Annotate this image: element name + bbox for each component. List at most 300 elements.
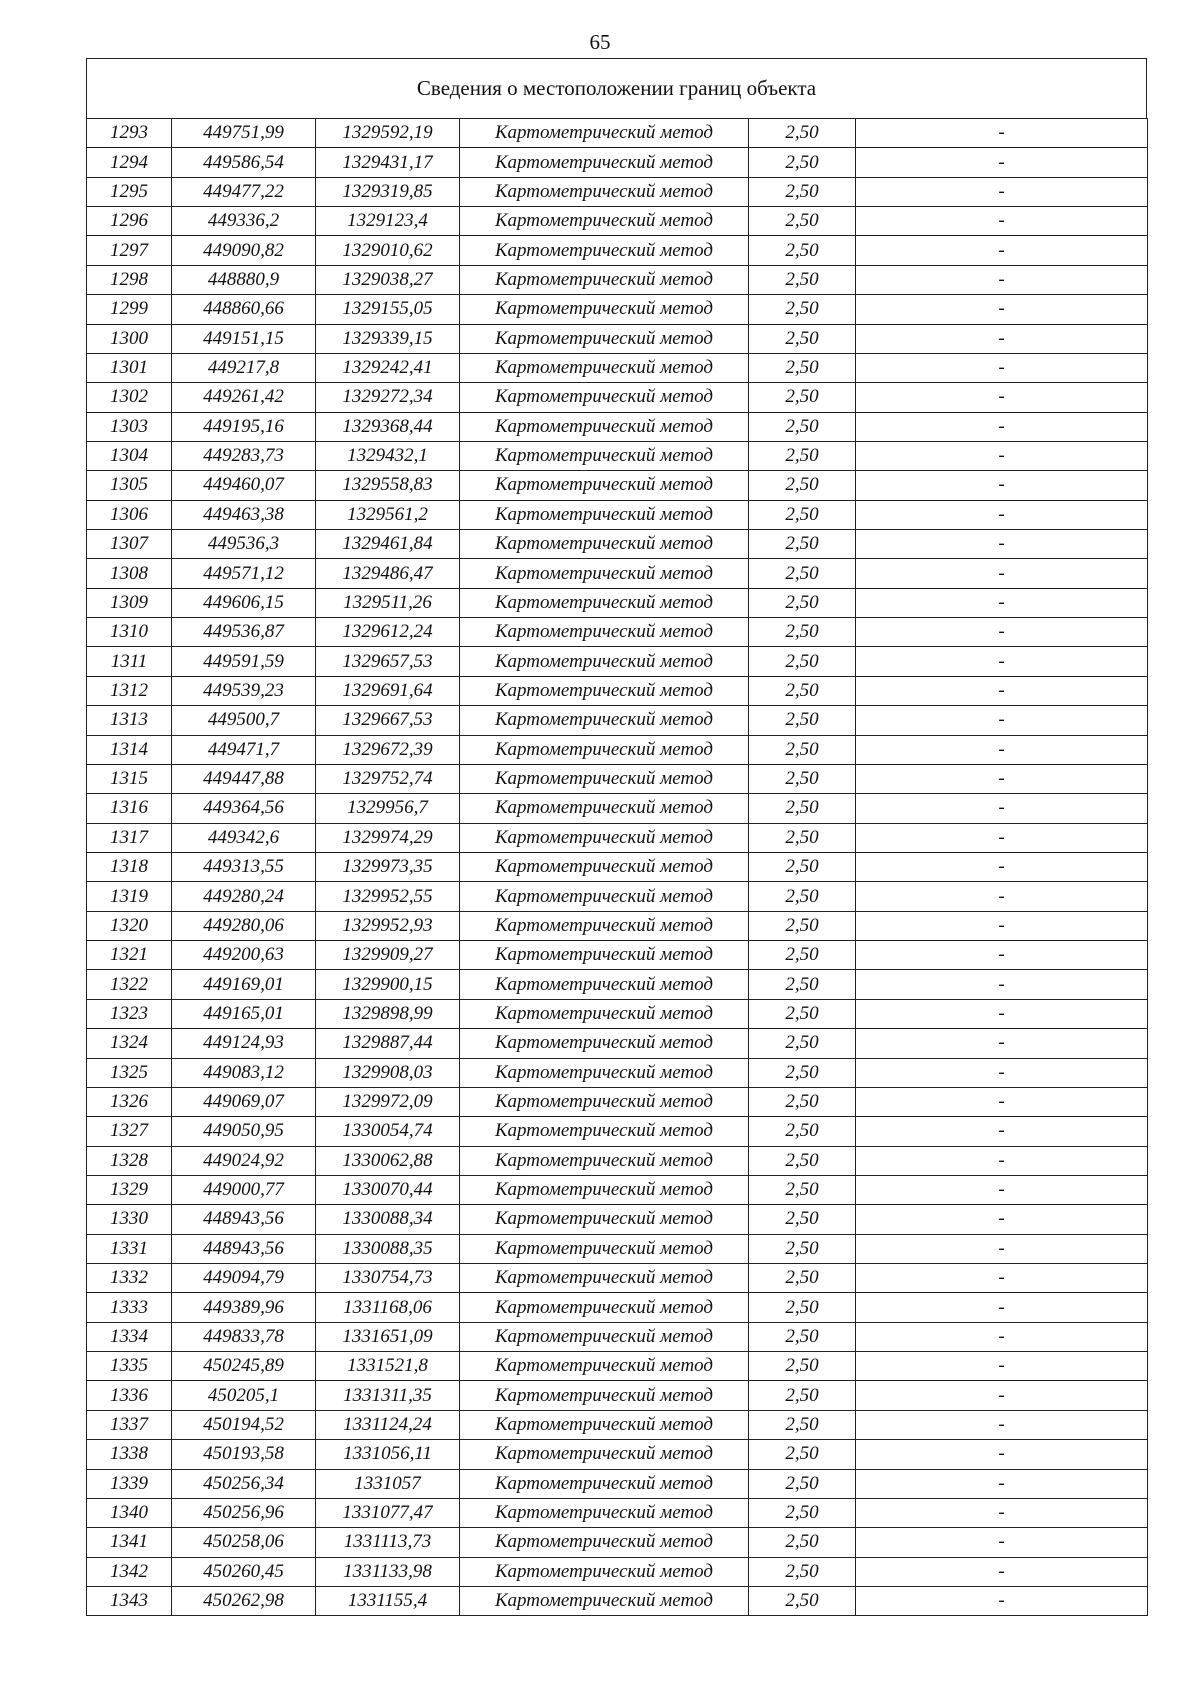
table-row: [87, 295, 1148, 324]
x-coordinate-cell: 449069,07: [172, 1087, 316, 1116]
accuracy-cell: 2,50: [749, 1146, 856, 1175]
point-number-cell: 1294: [87, 148, 172, 177]
method-cell: Картометрический метод: [460, 353, 749, 382]
point-number-cell: 1339: [87, 1469, 172, 1498]
description-cell: -: [856, 383, 1148, 412]
table-row: [87, 148, 1148, 177]
point-number-cell: 1315: [87, 764, 172, 793]
accuracy-cell: 2,50: [749, 911, 856, 940]
description-cell: -: [856, 471, 1148, 500]
description-cell: -: [856, 794, 1148, 823]
description-cell: -: [856, 764, 1148, 793]
description-cell: -: [856, 295, 1148, 324]
description-cell: -: [856, 441, 1148, 470]
y-coordinate-cell: 1329956,7: [316, 794, 460, 823]
method-cell: Картометрический метод: [460, 735, 749, 764]
table-row: [87, 706, 1148, 735]
x-coordinate-cell: 449539,23: [172, 676, 316, 705]
accuracy-cell: 2,50: [749, 852, 856, 881]
method-cell: Картометрический метод: [460, 764, 749, 793]
accuracy-cell: 2,50: [749, 383, 856, 412]
description-cell: -: [856, 647, 1148, 676]
y-coordinate-cell: 1329667,53: [316, 706, 460, 735]
y-coordinate-cell: 1331168,06: [316, 1293, 460, 1322]
point-number-cell: 1299: [87, 295, 172, 324]
point-number-cell: 1311: [87, 647, 172, 676]
table-row: [87, 1586, 1148, 1615]
point-number-cell: 1337: [87, 1410, 172, 1439]
accuracy-cell: 2,50: [749, 1234, 856, 1263]
point-number-cell: 1293: [87, 119, 172, 148]
method-cell: Картометрический метод: [460, 1322, 749, 1351]
description-cell: -: [856, 1234, 1148, 1263]
description-cell: -: [856, 1586, 1148, 1615]
method-cell: Картометрический метод: [460, 1498, 749, 1527]
table-row: [87, 1381, 1148, 1410]
y-coordinate-cell: 1331124,24: [316, 1410, 460, 1439]
x-coordinate-cell: 449500,7: [172, 706, 316, 735]
point-number-cell: 1309: [87, 588, 172, 617]
point-number-cell: 1305: [87, 471, 172, 500]
table-row: [87, 1352, 1148, 1381]
y-coordinate-cell: 1329908,03: [316, 1058, 460, 1087]
description-cell: -: [856, 412, 1148, 441]
accuracy-cell: 2,50: [749, 1381, 856, 1410]
x-coordinate-cell: 449447,88: [172, 764, 316, 793]
description-cell: -: [856, 1557, 1148, 1586]
point-number-cell: 1333: [87, 1293, 172, 1322]
table-row: [87, 882, 1148, 911]
description-cell: -: [856, 1293, 1148, 1322]
x-coordinate-cell: 449342,6: [172, 823, 316, 852]
accuracy-cell: 2,50: [749, 999, 856, 1028]
description-cell: -: [856, 588, 1148, 617]
accuracy-cell: 2,50: [749, 119, 856, 148]
description-cell: -: [856, 500, 1148, 529]
table-row: [87, 383, 1148, 412]
method-cell: Картометрический метод: [460, 647, 749, 676]
x-coordinate-cell: 450256,96: [172, 1498, 316, 1527]
point-number-cell: 1314: [87, 735, 172, 764]
table-row: [87, 1322, 1148, 1351]
table-row: [87, 559, 1148, 588]
description-cell: -: [856, 735, 1148, 764]
table-row: [87, 1410, 1148, 1439]
description-cell: -: [856, 1058, 1148, 1087]
y-coordinate-cell: 1329558,83: [316, 471, 460, 500]
point-number-cell: 1343: [87, 1586, 172, 1615]
accuracy-cell: 2,50: [749, 441, 856, 470]
method-cell: Картометрический метод: [460, 794, 749, 823]
description-cell: -: [856, 1440, 1148, 1469]
accuracy-cell: 2,50: [749, 823, 856, 852]
point-number-cell: 1329: [87, 1175, 172, 1204]
y-coordinate-cell: 1329909,27: [316, 941, 460, 970]
point-number-cell: 1310: [87, 618, 172, 647]
point-number-cell: 1321: [87, 941, 172, 970]
table-row: [87, 353, 1148, 382]
method-cell: Картометрический метод: [460, 999, 749, 1028]
accuracy-cell: 2,50: [749, 1352, 856, 1381]
method-cell: Картометрический метод: [460, 882, 749, 911]
x-coordinate-cell: 449336,2: [172, 207, 316, 236]
x-coordinate-cell: 450205,1: [172, 1381, 316, 1410]
description-cell: -: [856, 1410, 1148, 1439]
x-coordinate-cell: 449606,15: [172, 588, 316, 617]
description-cell: -: [856, 1498, 1148, 1527]
x-coordinate-cell: 449477,22: [172, 177, 316, 206]
boundary-coordinates-table: [86, 118, 1148, 1616]
y-coordinate-cell: 1329368,44: [316, 412, 460, 441]
accuracy-cell: 2,50: [749, 1029, 856, 1058]
table-row: [87, 1146, 1148, 1175]
y-coordinate-cell: 1329511,26: [316, 588, 460, 617]
y-coordinate-cell: 1329952,93: [316, 911, 460, 940]
point-number-cell: 1325: [87, 1058, 172, 1087]
x-coordinate-cell: 449536,87: [172, 618, 316, 647]
method-cell: Картометрический метод: [460, 1352, 749, 1381]
x-coordinate-cell: 449124,93: [172, 1029, 316, 1058]
accuracy-cell: 2,50: [749, 500, 856, 529]
y-coordinate-cell: 1329010,62: [316, 236, 460, 265]
point-number-cell: 1334: [87, 1322, 172, 1351]
y-coordinate-cell: 1329612,24: [316, 618, 460, 647]
table-row: [87, 1058, 1148, 1087]
point-number-cell: 1317: [87, 823, 172, 852]
accuracy-cell: 2,50: [749, 1586, 856, 1615]
accuracy-cell: 2,50: [749, 882, 856, 911]
method-cell: Картометрический метод: [460, 852, 749, 881]
table-row: [87, 500, 1148, 529]
accuracy-cell: 2,50: [749, 295, 856, 324]
table-row: [87, 1087, 1148, 1116]
method-cell: Картометрический метод: [460, 1410, 749, 1439]
point-number-cell: 1308: [87, 559, 172, 588]
method-cell: Картометрический метод: [460, 236, 749, 265]
point-number-cell: 1298: [87, 265, 172, 294]
table-row: [87, 471, 1148, 500]
table-row: [87, 588, 1148, 617]
method-cell: Картометрический метод: [460, 500, 749, 529]
description-cell: -: [856, 265, 1148, 294]
table-row: [87, 676, 1148, 705]
table-row: [87, 735, 1148, 764]
method-cell: Картометрический метод: [460, 1381, 749, 1410]
y-coordinate-cell: 1329974,29: [316, 823, 460, 852]
accuracy-cell: 2,50: [749, 1087, 856, 1116]
method-cell: Картометрический метод: [460, 823, 749, 852]
y-coordinate-cell: 1329691,64: [316, 676, 460, 705]
y-coordinate-cell: 1329952,55: [316, 882, 460, 911]
y-coordinate-cell: 1331057: [316, 1469, 460, 1498]
method-cell: Картометрический метод: [460, 1293, 749, 1322]
method-cell: Картометрический метод: [460, 471, 749, 500]
accuracy-cell: 2,50: [749, 735, 856, 764]
description-cell: -: [856, 941, 1148, 970]
point-number-cell: 1322: [87, 970, 172, 999]
x-coordinate-cell: 450258,06: [172, 1528, 316, 1557]
table-row: [87, 412, 1148, 441]
x-coordinate-cell: 448943,56: [172, 1205, 316, 1234]
table-row: [87, 236, 1148, 265]
x-coordinate-cell: 448880,9: [172, 265, 316, 294]
x-coordinate-cell: 449169,01: [172, 970, 316, 999]
description-cell: -: [856, 1381, 1148, 1410]
y-coordinate-cell: 1329900,15: [316, 970, 460, 999]
accuracy-cell: 2,50: [749, 1058, 856, 1087]
point-number-cell: 1340: [87, 1498, 172, 1527]
method-cell: Картометрический метод: [460, 383, 749, 412]
point-number-cell: 1327: [87, 1117, 172, 1146]
accuracy-cell: 2,50: [749, 236, 856, 265]
method-cell: Картометрический метод: [460, 970, 749, 999]
description-cell: -: [856, 530, 1148, 559]
table-row: [87, 207, 1148, 236]
description-cell: -: [856, 1117, 1148, 1146]
description-cell: -: [856, 1087, 1148, 1116]
x-coordinate-cell: 449591,59: [172, 647, 316, 676]
method-cell: Картометрический метод: [460, 265, 749, 294]
accuracy-cell: 2,50: [749, 1498, 856, 1527]
method-cell: Картометрический метод: [460, 1469, 749, 1498]
method-cell: Картометрический метод: [460, 148, 749, 177]
table-row: [87, 1175, 1148, 1204]
accuracy-cell: 2,50: [749, 471, 856, 500]
table-row: [87, 999, 1148, 1028]
method-cell: Картометрический метод: [460, 1175, 749, 1204]
y-coordinate-cell: 1330062,88: [316, 1146, 460, 1175]
x-coordinate-cell: 449217,8: [172, 353, 316, 382]
x-coordinate-cell: 450193,58: [172, 1440, 316, 1469]
table-body: [87, 119, 1148, 1616]
accuracy-cell: 2,50: [749, 794, 856, 823]
description-cell: -: [856, 207, 1148, 236]
y-coordinate-cell: 1329887,44: [316, 1029, 460, 1058]
x-coordinate-cell: 449090,82: [172, 236, 316, 265]
description-cell: -: [856, 676, 1148, 705]
accuracy-cell: 2,50: [749, 324, 856, 353]
accuracy-cell: 2,50: [749, 530, 856, 559]
table-row: [87, 1469, 1148, 1498]
description-cell: -: [856, 823, 1148, 852]
method-cell: Картометрический метод: [460, 1234, 749, 1263]
y-coordinate-cell: 1329672,39: [316, 735, 460, 764]
method-cell: Картометрический метод: [460, 588, 749, 617]
x-coordinate-cell: 450245,89: [172, 1352, 316, 1381]
method-cell: Картометрический метод: [460, 441, 749, 470]
x-coordinate-cell: 449000,77: [172, 1175, 316, 1204]
description-cell: -: [856, 1322, 1148, 1351]
method-cell: Картометрический метод: [460, 676, 749, 705]
table-title: Сведения о местоположении границ объекта: [86, 58, 1147, 118]
method-cell: Картометрический метод: [460, 1087, 749, 1116]
table-row: [87, 1293, 1148, 1322]
description-cell: -: [856, 324, 1148, 353]
x-coordinate-cell: 449261,42: [172, 383, 316, 412]
x-coordinate-cell: 448860,66: [172, 295, 316, 324]
y-coordinate-cell: 1330070,44: [316, 1175, 460, 1204]
table-row: [87, 441, 1148, 470]
accuracy-cell: 2,50: [749, 1264, 856, 1293]
x-coordinate-cell: 449151,15: [172, 324, 316, 353]
accuracy-cell: 2,50: [749, 353, 856, 382]
point-number-cell: 1328: [87, 1146, 172, 1175]
x-coordinate-cell: 450256,34: [172, 1469, 316, 1498]
x-coordinate-cell: 448943,56: [172, 1234, 316, 1263]
accuracy-cell: 2,50: [749, 1322, 856, 1351]
method-cell: Картометрический метод: [460, 1146, 749, 1175]
page-number: 65: [589, 30, 611, 54]
accuracy-cell: 2,50: [749, 706, 856, 735]
table-row: [87, 1117, 1148, 1146]
accuracy-cell: 2,50: [749, 1175, 856, 1204]
description-cell: -: [856, 1205, 1148, 1234]
point-number-cell: 1307: [87, 530, 172, 559]
x-coordinate-cell: 449313,55: [172, 852, 316, 881]
method-cell: Картометрический метод: [460, 706, 749, 735]
description-cell: -: [856, 1146, 1148, 1175]
x-coordinate-cell: 449586,54: [172, 148, 316, 177]
description-cell: -: [856, 353, 1148, 382]
table-row: [87, 647, 1148, 676]
table-row: [87, 823, 1148, 852]
point-number-cell: 1316: [87, 794, 172, 823]
accuracy-cell: 2,50: [749, 676, 856, 705]
y-coordinate-cell: 1329486,47: [316, 559, 460, 588]
table-row: [87, 911, 1148, 940]
point-number-cell: 1318: [87, 852, 172, 881]
y-coordinate-cell: 1329432,1: [316, 441, 460, 470]
point-number-cell: 1338: [87, 1440, 172, 1469]
table-row: [87, 1498, 1148, 1527]
x-coordinate-cell: 449463,38: [172, 500, 316, 529]
y-coordinate-cell: 1329973,35: [316, 852, 460, 881]
description-cell: -: [856, 882, 1148, 911]
description-cell: -: [856, 559, 1148, 588]
x-coordinate-cell: 449471,7: [172, 735, 316, 764]
x-coordinate-cell: 449050,95: [172, 1117, 316, 1146]
x-coordinate-cell: 449536,3: [172, 530, 316, 559]
table-row: [87, 265, 1148, 294]
accuracy-cell: 2,50: [749, 1293, 856, 1322]
y-coordinate-cell: 1330054,74: [316, 1117, 460, 1146]
table-row: [87, 1029, 1148, 1058]
point-number-cell: 1295: [87, 177, 172, 206]
method-cell: Картометрический метод: [460, 177, 749, 206]
accuracy-cell: 2,50: [749, 588, 856, 617]
point-number-cell: 1313: [87, 706, 172, 735]
y-coordinate-cell: 1329461,84: [316, 530, 460, 559]
y-coordinate-cell: 1330088,34: [316, 1205, 460, 1234]
y-coordinate-cell: 1331651,09: [316, 1322, 460, 1351]
point-number-cell: 1336: [87, 1381, 172, 1410]
description-cell: -: [856, 148, 1148, 177]
point-number-cell: 1303: [87, 412, 172, 441]
method-cell: Картометрический метод: [460, 559, 749, 588]
x-coordinate-cell: 449165,01: [172, 999, 316, 1028]
method-cell: Картометрический метод: [460, 207, 749, 236]
x-coordinate-cell: 450194,52: [172, 1410, 316, 1439]
x-coordinate-cell: 449833,78: [172, 1322, 316, 1351]
x-coordinate-cell: 449389,96: [172, 1293, 316, 1322]
accuracy-cell: 2,50: [749, 1410, 856, 1439]
description-cell: -: [856, 911, 1148, 940]
point-number-cell: 1342: [87, 1557, 172, 1586]
point-number-cell: 1326: [87, 1087, 172, 1116]
description-cell: -: [856, 236, 1148, 265]
x-coordinate-cell: 449283,73: [172, 441, 316, 470]
y-coordinate-cell: 1331113,73: [316, 1528, 460, 1557]
method-cell: Картометрический метод: [460, 295, 749, 324]
y-coordinate-cell: 1329898,99: [316, 999, 460, 1028]
table-row: [87, 970, 1148, 999]
description-cell: -: [856, 1352, 1148, 1381]
accuracy-cell: 2,50: [749, 1528, 856, 1557]
x-coordinate-cell: 449200,63: [172, 941, 316, 970]
table-row: [87, 530, 1148, 559]
accuracy-cell: 2,50: [749, 559, 856, 588]
table-row: [87, 1557, 1148, 1586]
point-number-cell: 1324: [87, 1029, 172, 1058]
point-number-cell: 1304: [87, 441, 172, 470]
x-coordinate-cell: 449751,99: [172, 119, 316, 148]
method-cell: Картометрический метод: [460, 941, 749, 970]
y-coordinate-cell: 1329272,34: [316, 383, 460, 412]
x-coordinate-cell: 449280,24: [172, 882, 316, 911]
method-cell: Картометрический метод: [460, 1440, 749, 1469]
point-number-cell: 1341: [87, 1528, 172, 1557]
description-cell: -: [856, 1469, 1148, 1498]
description-cell: -: [856, 1029, 1148, 1058]
x-coordinate-cell: 449195,16: [172, 412, 316, 441]
y-coordinate-cell: 1331077,47: [316, 1498, 460, 1527]
table-row: [87, 1234, 1148, 1263]
point-number-cell: 1301: [87, 353, 172, 382]
table-row: [87, 1440, 1148, 1469]
point-number-cell: 1297: [87, 236, 172, 265]
y-coordinate-cell: 1329155,05: [316, 295, 460, 324]
description-cell: -: [856, 999, 1148, 1028]
table-row: [87, 1205, 1148, 1234]
method-cell: Картометрический метод: [460, 1264, 749, 1293]
accuracy-cell: 2,50: [749, 1205, 856, 1234]
method-cell: Картометрический метод: [460, 1528, 749, 1557]
y-coordinate-cell: 1329038,27: [316, 265, 460, 294]
y-coordinate-cell: 1329752,74: [316, 764, 460, 793]
description-cell: -: [856, 852, 1148, 881]
table-row: [87, 794, 1148, 823]
description-cell: -: [856, 970, 1148, 999]
method-cell: Картометрический метод: [460, 1058, 749, 1087]
method-cell: Картометрический метод: [460, 911, 749, 940]
point-number-cell: 1331: [87, 1234, 172, 1263]
y-coordinate-cell: 1329339,15: [316, 324, 460, 353]
accuracy-cell: 2,50: [749, 148, 856, 177]
accuracy-cell: 2,50: [749, 764, 856, 793]
method-cell: Картометрический метод: [460, 1557, 749, 1586]
table-row: [87, 177, 1148, 206]
table-row: [87, 852, 1148, 881]
description-cell: -: [856, 119, 1148, 148]
point-number-cell: 1296: [87, 207, 172, 236]
accuracy-cell: 2,50: [749, 1557, 856, 1586]
y-coordinate-cell: 1331521,8: [316, 1352, 460, 1381]
point-number-cell: 1319: [87, 882, 172, 911]
description-cell: -: [856, 1528, 1148, 1557]
x-coordinate-cell: 449024,92: [172, 1146, 316, 1175]
method-cell: Картометрический метод: [460, 412, 749, 441]
x-coordinate-cell: 450262,98: [172, 1586, 316, 1615]
